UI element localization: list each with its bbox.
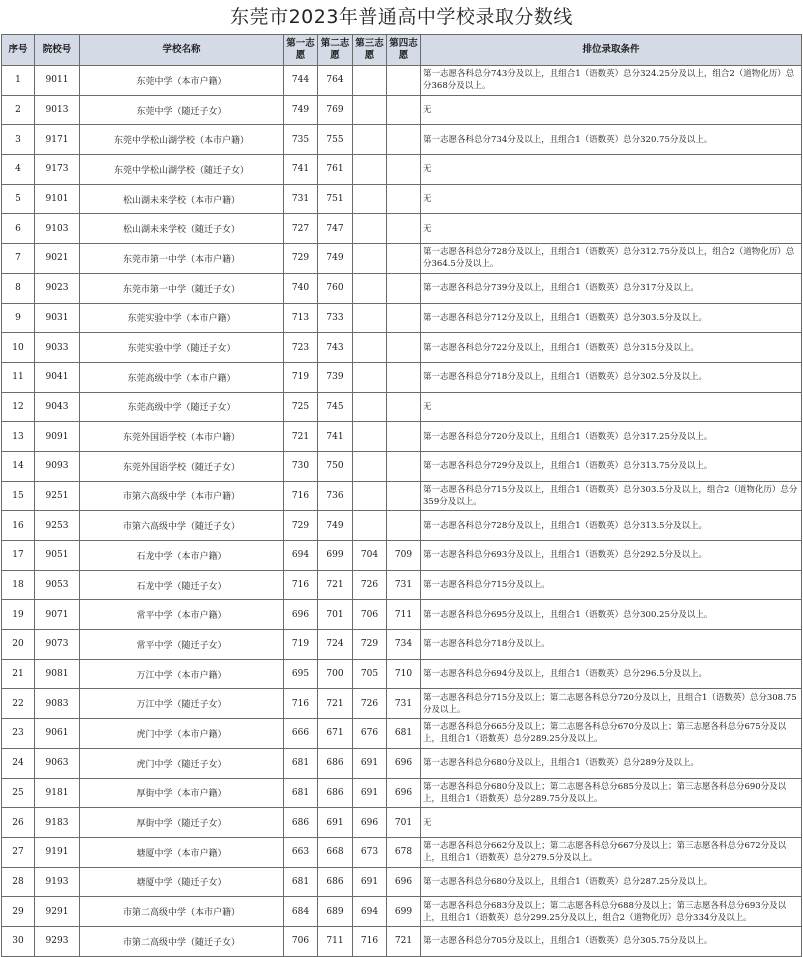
- code-cell: 9291: [35, 897, 80, 927]
- v2-cell: 760: [318, 273, 353, 303]
- code-cell: 9191: [35, 837, 80, 867]
- v4-cell: [387, 422, 421, 452]
- school-cell: 东莞外国语学校（随迁子女）: [80, 451, 284, 481]
- table-row: [2, 95, 802, 125]
- code-cell: 9073: [35, 630, 80, 660]
- table-row: [2, 748, 802, 778]
- seq-cell: 26: [2, 808, 35, 838]
- condition-cell: 第一志愿各科总分662分及以上；第二志愿各科总分667分及以上；第三志愿各科总分672分及以上，且组合1（语数英）总分279.5分及以上。: [421, 837, 802, 867]
- condition-cell: 第一志愿各科总分665分及以上；第二志愿各科总分670分及以上；第三志愿各科总分675分及以上，且组合1（语数英）总分289.25分及以上。: [421, 719, 802, 749]
- v4-cell: [387, 184, 421, 214]
- table-row: [2, 155, 802, 185]
- code-cell: 9181: [35, 778, 80, 808]
- code-cell: 9023: [35, 273, 80, 303]
- v4-cell: 709: [387, 541, 421, 571]
- v2-cell: 711: [318, 926, 353, 956]
- condition-cell: 第一志愿各科总分712分及以上，且组合1（语数英）总分303.5分及以上。: [421, 303, 802, 333]
- v1-cell: 713: [284, 303, 318, 333]
- v1-cell: 729: [284, 244, 318, 274]
- code-cell: 9193: [35, 867, 80, 897]
- seq-cell: 3: [2, 125, 35, 155]
- code-cell: 9293: [35, 926, 80, 956]
- v3-cell: [353, 362, 387, 392]
- school-cell: 石龙中学（随迁子女）: [80, 570, 284, 600]
- v1-cell: 666: [284, 719, 318, 749]
- school-cell: 松山湖未来学校（本市户籍）: [80, 184, 284, 214]
- school-cell: 东莞实验中学（本市户籍）: [80, 303, 284, 333]
- v1-cell: 731: [284, 184, 318, 214]
- v4-cell: [387, 155, 421, 185]
- v4-cell: [387, 273, 421, 303]
- seq-cell: 13: [2, 422, 35, 452]
- v3-cell: [353, 184, 387, 214]
- code-cell: 9103: [35, 214, 80, 244]
- school-cell: 东莞高级中学（本市户籍）: [80, 362, 284, 392]
- v1-cell: 716: [284, 689, 318, 719]
- v2-cell: 743: [318, 333, 353, 363]
- code-cell: 9013: [35, 95, 80, 125]
- code-cell: 9043: [35, 392, 80, 422]
- v4-cell: 710: [387, 659, 421, 689]
- v2-cell: 750: [318, 451, 353, 481]
- table-row: [2, 719, 802, 749]
- v1-cell: 730: [284, 451, 318, 481]
- v3-cell: 726: [353, 570, 387, 600]
- v2-cell: 741: [318, 422, 353, 452]
- condition-cell: 第一志愿各科总分695分及以上，且组合1（语数英）总分300.25分及以上。: [421, 600, 802, 630]
- admission-table: [1, 34, 802, 957]
- v1-cell: 741: [284, 155, 318, 185]
- v4-cell: 721: [387, 926, 421, 956]
- school-cell: 东莞中学松山湖学校（随迁子女）: [80, 155, 284, 185]
- header-v2: 第二志愿: [318, 35, 353, 66]
- school-cell: 市第二高级中学（本市户籍）: [80, 897, 284, 927]
- table-row: [2, 511, 802, 541]
- v4-cell: 681: [387, 719, 421, 749]
- v4-cell: [387, 333, 421, 363]
- v2-cell: 761: [318, 155, 353, 185]
- table-row: [2, 362, 802, 392]
- code-cell: 9053: [35, 570, 80, 600]
- seq-cell: 29: [2, 897, 35, 927]
- table-row: [2, 184, 802, 214]
- table-row: [2, 897, 802, 927]
- v4-cell: [387, 511, 421, 541]
- v4-cell: 731: [387, 689, 421, 719]
- seq-cell: 8: [2, 273, 35, 303]
- v2-cell: 701: [318, 600, 353, 630]
- seq-cell: 21: [2, 659, 35, 689]
- v2-cell: 733: [318, 303, 353, 333]
- school-cell: 东莞外国语学校（本市户籍）: [80, 422, 284, 452]
- condition-cell: 第一志愿各科总分693分及以上，且组合1（语数英）总分292.5分及以上。: [421, 541, 802, 571]
- header-school: 学校名称: [80, 35, 284, 66]
- v3-cell: 704: [353, 541, 387, 571]
- seq-cell: 22: [2, 689, 35, 719]
- condition-cell: 第一志愿各科总分683分及以上；第二志愿各科总分688分及以上；第三志愿各科总分693分及以上，且组合1（语数英）总分299.25分及以上，组合2（道物化历）总分334分及以上。: [421, 897, 802, 927]
- condition-cell: 无: [421, 95, 802, 125]
- seq-cell: 15: [2, 481, 35, 511]
- school-cell: 市第二高级中学（随迁子女）: [80, 926, 284, 956]
- school-cell: 东莞市第一中学（本市户籍）: [80, 244, 284, 274]
- condition-cell: 第一志愿各科总分715分及以上；第二志愿各科总分720分及以上，且组合1（语数英）总分308.75分及以上。: [421, 689, 802, 719]
- table-row: [2, 273, 802, 303]
- school-cell: 松山湖未来学校（随迁子女）: [80, 214, 284, 244]
- seq-cell: 20: [2, 630, 35, 660]
- seq-cell: 14: [2, 451, 35, 481]
- v1-cell: 719: [284, 362, 318, 392]
- v3-cell: 694: [353, 897, 387, 927]
- v1-cell: 694: [284, 541, 318, 571]
- v2-cell: 749: [318, 511, 353, 541]
- v3-cell: [353, 333, 387, 363]
- code-cell: 9253: [35, 511, 80, 541]
- v2-cell: 686: [318, 778, 353, 808]
- v2-cell: 700: [318, 659, 353, 689]
- code-cell: 9051: [35, 541, 80, 571]
- v4-cell: 696: [387, 778, 421, 808]
- seq-cell: 7: [2, 244, 35, 274]
- v1-cell: 663: [284, 837, 318, 867]
- code-cell: 9033: [35, 333, 80, 363]
- seq-cell: 2: [2, 95, 35, 125]
- seq-cell: 28: [2, 867, 35, 897]
- table-header-row: [2, 35, 802, 66]
- condition-cell: 第一志愿各科总分728分及以上，且组合1（语数英）总分312.75分及以上，组合2（道物化历）总分364.5分及以上。: [421, 244, 802, 274]
- table-row: [2, 333, 802, 363]
- v2-cell: 699: [318, 541, 353, 571]
- school-cell: 万江中学（随迁子女）: [80, 689, 284, 719]
- seq-cell: 25: [2, 778, 35, 808]
- v1-cell: 725: [284, 392, 318, 422]
- code-cell: 9101: [35, 184, 80, 214]
- condition-cell: 无: [421, 184, 802, 214]
- school-cell: 厚街中学（随迁子女）: [80, 808, 284, 838]
- condition-cell: 第一志愿各科总分680分及以上，且组合1（语数英）总分289分及以上。: [421, 748, 802, 778]
- v1-cell: 706: [284, 926, 318, 956]
- school-cell: 厚街中学（本市户籍）: [80, 778, 284, 808]
- code-cell: 9173: [35, 155, 80, 185]
- condition-cell: 第一志愿各科总分705分及以上，且组合1（语数英）总分305.75分及以上。: [421, 926, 802, 956]
- table-row: [2, 392, 802, 422]
- v3-cell: [353, 155, 387, 185]
- v2-cell: 691: [318, 808, 353, 838]
- table-row: [2, 303, 802, 333]
- v3-cell: 691: [353, 748, 387, 778]
- v3-cell: [353, 422, 387, 452]
- header-v1: 第一志愿: [284, 35, 318, 66]
- code-cell: 9083: [35, 689, 80, 719]
- condition-cell: 第一志愿各科总分680分及以上，且组合1（语数英）总分287.25分及以上。: [421, 867, 802, 897]
- v3-cell: 726: [353, 689, 387, 719]
- v2-cell: 747: [318, 214, 353, 244]
- header-seq: 序号: [2, 35, 35, 66]
- seq-cell: 19: [2, 600, 35, 630]
- code-cell: 9011: [35, 66, 80, 96]
- v2-cell: 668: [318, 837, 353, 867]
- v3-cell: 706: [353, 600, 387, 630]
- school-cell: 东莞中学（本市户籍）: [80, 66, 284, 96]
- v3-cell: [353, 511, 387, 541]
- school-cell: 常平中学（随迁子女）: [80, 630, 284, 660]
- v2-cell: 686: [318, 748, 353, 778]
- condition-cell: 第一志愿各科总分743分及以上，且组合1（语数英）总分324.25分及以上，组合2（道物化历）总分368分及以上。: [421, 66, 802, 96]
- v3-cell: [353, 214, 387, 244]
- v1-cell: 681: [284, 778, 318, 808]
- v4-cell: [387, 125, 421, 155]
- table-row: [2, 451, 802, 481]
- header-code: 院校号: [35, 35, 80, 66]
- seq-cell: 16: [2, 511, 35, 541]
- condition-cell: 第一志愿各科总分739分及以上，且组合1（语数英）总分317分及以上。: [421, 273, 802, 303]
- v4-cell: [387, 95, 421, 125]
- school-cell: 东莞高级中学（随迁子女）: [80, 392, 284, 422]
- v4-cell: 701: [387, 808, 421, 838]
- v3-cell: 716: [353, 926, 387, 956]
- v3-cell: 673: [353, 837, 387, 867]
- v1-cell: 723: [284, 333, 318, 363]
- code-cell: 9081: [35, 659, 80, 689]
- v3-cell: 705: [353, 659, 387, 689]
- condition-cell: 无: [421, 155, 802, 185]
- table-row: [2, 630, 802, 660]
- seq-cell: 10: [2, 333, 35, 363]
- seq-cell: 4: [2, 155, 35, 185]
- condition-cell: 第一志愿各科总分720分及以上，且组合1（语数英）总分317.25分及以上。: [421, 422, 802, 452]
- table-row: [2, 600, 802, 630]
- v3-cell: [353, 451, 387, 481]
- code-cell: 9061: [35, 719, 80, 749]
- condition-cell: 第一志愿各科总分729分及以上，且组合1（语数英）总分313.75分及以上。: [421, 451, 802, 481]
- v3-cell: [353, 392, 387, 422]
- v1-cell: 744: [284, 66, 318, 96]
- code-cell: 9031: [35, 303, 80, 333]
- v3-cell: 691: [353, 778, 387, 808]
- code-cell: 9021: [35, 244, 80, 274]
- seq-cell: 5: [2, 184, 35, 214]
- table-row: [2, 422, 802, 452]
- seq-cell: 18: [2, 570, 35, 600]
- v4-cell: [387, 451, 421, 481]
- v4-cell: 696: [387, 748, 421, 778]
- v3-cell: 696: [353, 808, 387, 838]
- v3-cell: [353, 303, 387, 333]
- school-cell: 石龙中学（本市户籍）: [80, 541, 284, 571]
- v1-cell: 721: [284, 422, 318, 452]
- table-row: [2, 808, 802, 838]
- table-row: [2, 778, 802, 808]
- table-row: [2, 867, 802, 897]
- condition-cell: 第一志愿各科总分718分及以上，且组合1（语数英）总分302.5分及以上。: [421, 362, 802, 392]
- v3-cell: 691: [353, 867, 387, 897]
- v1-cell: 681: [284, 867, 318, 897]
- seq-cell: 27: [2, 837, 35, 867]
- school-cell: 塘厦中学（本市户籍）: [80, 837, 284, 867]
- page-title: 东莞市2023年普通高中学校录取分数线: [230, 6, 573, 28]
- condition-cell: 第一志愿各科总分734分及以上，且组合1（语数英）总分320.75分及以上。: [421, 125, 802, 155]
- v4-cell: [387, 66, 421, 96]
- seq-cell: 23: [2, 719, 35, 749]
- condition-cell: 第一志愿各科总分715分及以上，且组合1（语数英）总分303.5分及以上，组合2（道物化历）总分359分及以上。: [421, 481, 802, 511]
- condition-cell: 第一志愿各科总分722分及以上，且组合1（语数英）总分315分及以上。: [421, 333, 802, 363]
- v3-cell: 729: [353, 630, 387, 660]
- v4-cell: 731: [387, 570, 421, 600]
- v1-cell: 749: [284, 95, 318, 125]
- code-cell: 9171: [35, 125, 80, 155]
- table-row: [2, 66, 802, 96]
- v2-cell: 736: [318, 481, 353, 511]
- code-cell: 9063: [35, 748, 80, 778]
- v2-cell: 745: [318, 392, 353, 422]
- v1-cell: 686: [284, 808, 318, 838]
- v1-cell: 695: [284, 659, 318, 689]
- table-row: [2, 689, 802, 719]
- table-row: [2, 125, 802, 155]
- school-cell: 东莞中学（随迁子女）: [80, 95, 284, 125]
- table-row: [2, 659, 802, 689]
- v4-cell: 699: [387, 897, 421, 927]
- v2-cell: 724: [318, 630, 353, 660]
- table-row: [2, 244, 802, 274]
- seq-cell: 6: [2, 214, 35, 244]
- v4-cell: [387, 481, 421, 511]
- seq-cell: 11: [2, 362, 35, 392]
- v2-cell: 751: [318, 184, 353, 214]
- v4-cell: [387, 214, 421, 244]
- condition-cell: 第一志愿各科总分715分及以上。: [421, 570, 802, 600]
- code-cell: 9183: [35, 808, 80, 838]
- condition-cell: 无: [421, 392, 802, 422]
- v4-cell: 696: [387, 867, 421, 897]
- v2-cell: 686: [318, 867, 353, 897]
- school-cell: 塘厦中学（随迁子女）: [80, 867, 284, 897]
- school-cell: 市第六高级中学（随迁子女）: [80, 511, 284, 541]
- table-row: [2, 926, 802, 956]
- v4-cell: [387, 244, 421, 274]
- v3-cell: [353, 481, 387, 511]
- v1-cell: 716: [284, 570, 318, 600]
- code-cell: 9091: [35, 422, 80, 452]
- condition-cell: 第一志愿各科总分694分及以上，且组合1（语数英）总分296.5分及以上。: [421, 659, 802, 689]
- v1-cell: 681: [284, 748, 318, 778]
- code-cell: 9071: [35, 600, 80, 630]
- v2-cell: 764: [318, 66, 353, 96]
- code-cell: 9041: [35, 362, 80, 392]
- v2-cell: 671: [318, 719, 353, 749]
- v1-cell: 684: [284, 897, 318, 927]
- v2-cell: 721: [318, 570, 353, 600]
- code-cell: 9251: [35, 481, 80, 511]
- table-row: [2, 214, 802, 244]
- v1-cell: 740: [284, 273, 318, 303]
- v4-cell: 711: [387, 600, 421, 630]
- seq-cell: 9: [2, 303, 35, 333]
- condition-cell: 第一志愿各科总分718分及以上。: [421, 630, 802, 660]
- table-row: [2, 837, 802, 867]
- condition-cell: 第一志愿各科总分680分及以上；第二志愿各科总分685分及以上；第三志愿各科总分690分及以上，且组合1（语数英）总分289.75分及以上。: [421, 778, 802, 808]
- seq-cell: 17: [2, 541, 35, 571]
- v3-cell: [353, 66, 387, 96]
- code-cell: 9093: [35, 451, 80, 481]
- seq-cell: 30: [2, 926, 35, 956]
- seq-cell: 12: [2, 392, 35, 422]
- v2-cell: 755: [318, 125, 353, 155]
- header-v3: 第三志愿: [353, 35, 387, 66]
- seq-cell: 24: [2, 748, 35, 778]
- school-cell: 万江中学（本市户籍）: [80, 659, 284, 689]
- v2-cell: 721: [318, 689, 353, 719]
- header-cond: 排位录取条件: [421, 35, 802, 66]
- school-cell: 常平中学（本市户籍）: [80, 600, 284, 630]
- v4-cell: 734: [387, 630, 421, 660]
- school-cell: 东莞中学松山湖学校（本市户籍）: [80, 125, 284, 155]
- v2-cell: 749: [318, 244, 353, 274]
- school-cell: 虎门中学（本市户籍）: [80, 719, 284, 749]
- v1-cell: 696: [284, 600, 318, 630]
- condition-cell: 第一志愿各科总分728分及以上，且组合1（语数英）总分313.5分及以上。: [421, 511, 802, 541]
- v4-cell: [387, 303, 421, 333]
- condition-cell: 无: [421, 808, 802, 838]
- v4-cell: [387, 362, 421, 392]
- v3-cell: 676: [353, 719, 387, 749]
- v1-cell: 735: [284, 125, 318, 155]
- seq-cell: 1: [2, 66, 35, 96]
- table-body: [2, 66, 802, 957]
- header-v4: 第四志愿: [387, 35, 421, 66]
- v2-cell: 689: [318, 897, 353, 927]
- table-row: [2, 570, 802, 600]
- school-cell: 市第六高级中学（本市户籍）: [80, 481, 284, 511]
- v1-cell: 727: [284, 214, 318, 244]
- v1-cell: 719: [284, 630, 318, 660]
- condition-cell: 无: [421, 214, 802, 244]
- v4-cell: 678: [387, 837, 421, 867]
- v3-cell: [353, 95, 387, 125]
- table-row: [2, 541, 802, 571]
- v1-cell: 716: [284, 481, 318, 511]
- v3-cell: [353, 273, 387, 303]
- table-row: [2, 481, 802, 511]
- v3-cell: [353, 244, 387, 274]
- v3-cell: [353, 125, 387, 155]
- school-cell: 东莞实验中学（随迁子女）: [80, 333, 284, 363]
- v1-cell: 729: [284, 511, 318, 541]
- v2-cell: 739: [318, 362, 353, 392]
- school-cell: 东莞市第一中学（随迁子女）: [80, 273, 284, 303]
- v2-cell: 769: [318, 95, 353, 125]
- school-cell: 虎门中学（随迁子女）: [80, 748, 284, 778]
- v4-cell: [387, 392, 421, 422]
